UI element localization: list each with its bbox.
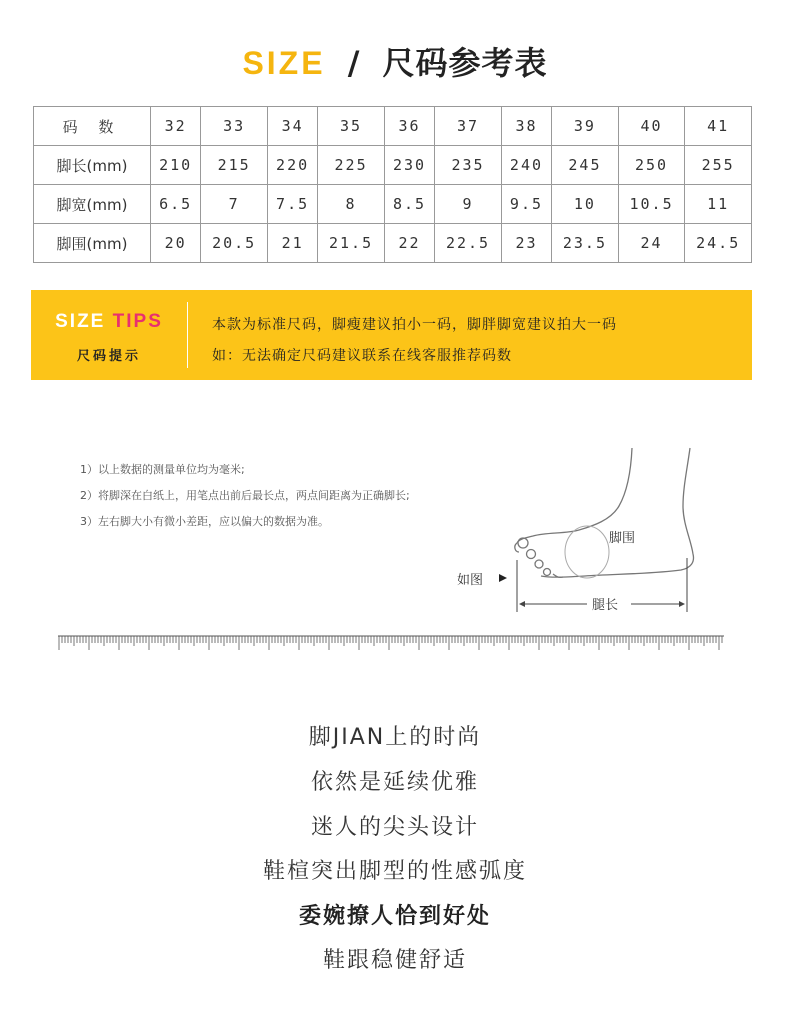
table-cell: 220 bbox=[267, 146, 317, 185]
table-row bbox=[34, 224, 752, 263]
table-cell: 22.5 bbox=[435, 224, 502, 263]
table-cell: 22 bbox=[384, 224, 434, 263]
row-label: 码 数 bbox=[34, 107, 151, 146]
foot-measure-diagram bbox=[455, 440, 755, 620]
size-tips-banner bbox=[31, 290, 752, 380]
table-cell: 34 bbox=[267, 107, 317, 146]
table-cell: 32 bbox=[151, 107, 201, 146]
slogan-line-1: 脚JIAN上的时尚 bbox=[308, 725, 482, 750]
girth-label: 脚围 bbox=[609, 531, 636, 546]
table-cell: 8.5 bbox=[384, 185, 434, 224]
table-cell: 37 bbox=[435, 107, 502, 146]
row-label: 脚围(mm) bbox=[34, 224, 151, 263]
table-cell: 245 bbox=[552, 146, 619, 185]
tips-heading bbox=[31, 290, 187, 380]
title-cn: 尺码参考表 bbox=[382, 44, 548, 82]
table-cell: 7 bbox=[201, 185, 268, 224]
table-row bbox=[34, 185, 752, 224]
table-cell: 9 bbox=[435, 185, 502, 224]
example-label: 如图 bbox=[457, 573, 484, 588]
table-cell: 33 bbox=[201, 107, 268, 146]
length-label: 腿长 bbox=[592, 598, 619, 613]
note-2: 2）将脚深在白纸上，用笔点出前后最长点，两点间距离为正确脚长; bbox=[80, 489, 410, 502]
table-cell: 20 bbox=[151, 224, 201, 263]
table-cell: 235 bbox=[435, 146, 502, 185]
tips-title-cn: 尺码提示 bbox=[76, 349, 141, 364]
table-row bbox=[34, 107, 752, 146]
table-cell: 11 bbox=[685, 185, 752, 224]
row-label: 脚宽(mm) bbox=[34, 185, 151, 224]
slogan-line-6: 鞋跟稳健舒适 bbox=[322, 948, 467, 973]
table-cell: 240 bbox=[501, 146, 551, 185]
table-cell: 215 bbox=[201, 146, 268, 185]
tips-title-size: SIZE bbox=[55, 311, 106, 332]
tips-title-tips: TIPS bbox=[112, 311, 163, 332]
tips-line-2: 如：无法确定尺码建议联系在线客服推荐码数 bbox=[212, 348, 512, 364]
table-cell: 40 bbox=[618, 107, 685, 146]
tips-title-en bbox=[31, 311, 187, 333]
table-cell: 20.5 bbox=[201, 224, 268, 263]
tips-line-1: 本款为标准尺码，脚瘦建议拍小一码，脚胖脚宽建议拍大一码 bbox=[212, 317, 617, 333]
table-cell: 41 bbox=[685, 107, 752, 146]
table-cell: 24 bbox=[618, 224, 685, 263]
page-title bbox=[0, 38, 790, 84]
note-3: 3）左右脚大小有微小差距，应以偏大的数据为准。 bbox=[80, 515, 329, 528]
slogan-line-5: 委婉撩人恰到好处 bbox=[298, 904, 491, 929]
foot-outline-icon bbox=[515, 448, 694, 578]
table-cell: 38 bbox=[501, 107, 551, 146]
table-cell: 23 bbox=[501, 224, 551, 263]
table-cell: 21 bbox=[267, 224, 317, 263]
table-cell: 7.5 bbox=[267, 185, 317, 224]
table-cell: 230 bbox=[384, 146, 434, 185]
table-cell: 10.5 bbox=[618, 185, 685, 224]
size-table bbox=[33, 106, 752, 263]
example-pointer-icon bbox=[499, 574, 507, 582]
table-row bbox=[34, 146, 752, 185]
table-cell: 8 bbox=[318, 185, 385, 224]
table-cell: 10 bbox=[552, 185, 619, 224]
slogan-line-3: 迷人的尖头设计 bbox=[310, 815, 479, 840]
table-cell: 23.5 bbox=[552, 224, 619, 263]
table-cell: 225 bbox=[318, 146, 385, 185]
slogan-line-2: 依然是延续优雅 bbox=[310, 770, 479, 795]
table-cell: 35 bbox=[318, 107, 385, 146]
title-separator: / bbox=[347, 44, 361, 82]
arrow-left-icon bbox=[519, 601, 525, 607]
table-cell: 9.5 bbox=[501, 185, 551, 224]
arrow-right-icon bbox=[679, 601, 685, 607]
table-cell: 21.5 bbox=[318, 224, 385, 263]
table-cell: 210 bbox=[151, 146, 201, 185]
note-1: 1）以上数据的测量单位均为毫米; bbox=[80, 463, 245, 476]
table-cell: 24.5 bbox=[685, 224, 752, 263]
title-en: SIZE bbox=[242, 45, 326, 81]
table-cell: 39 bbox=[552, 107, 619, 146]
table-cell: 255 bbox=[685, 146, 752, 185]
table-cell: 36 bbox=[384, 107, 434, 146]
row-label: 脚长(mm) bbox=[34, 146, 151, 185]
slogan-line-4: 鞋楦突出脚型的性感弧度 bbox=[262, 859, 527, 884]
table-cell: 250 bbox=[618, 146, 685, 185]
tips-divider bbox=[187, 302, 188, 368]
ruler bbox=[58, 634, 724, 654]
table-cell: 6.5 bbox=[151, 185, 201, 224]
